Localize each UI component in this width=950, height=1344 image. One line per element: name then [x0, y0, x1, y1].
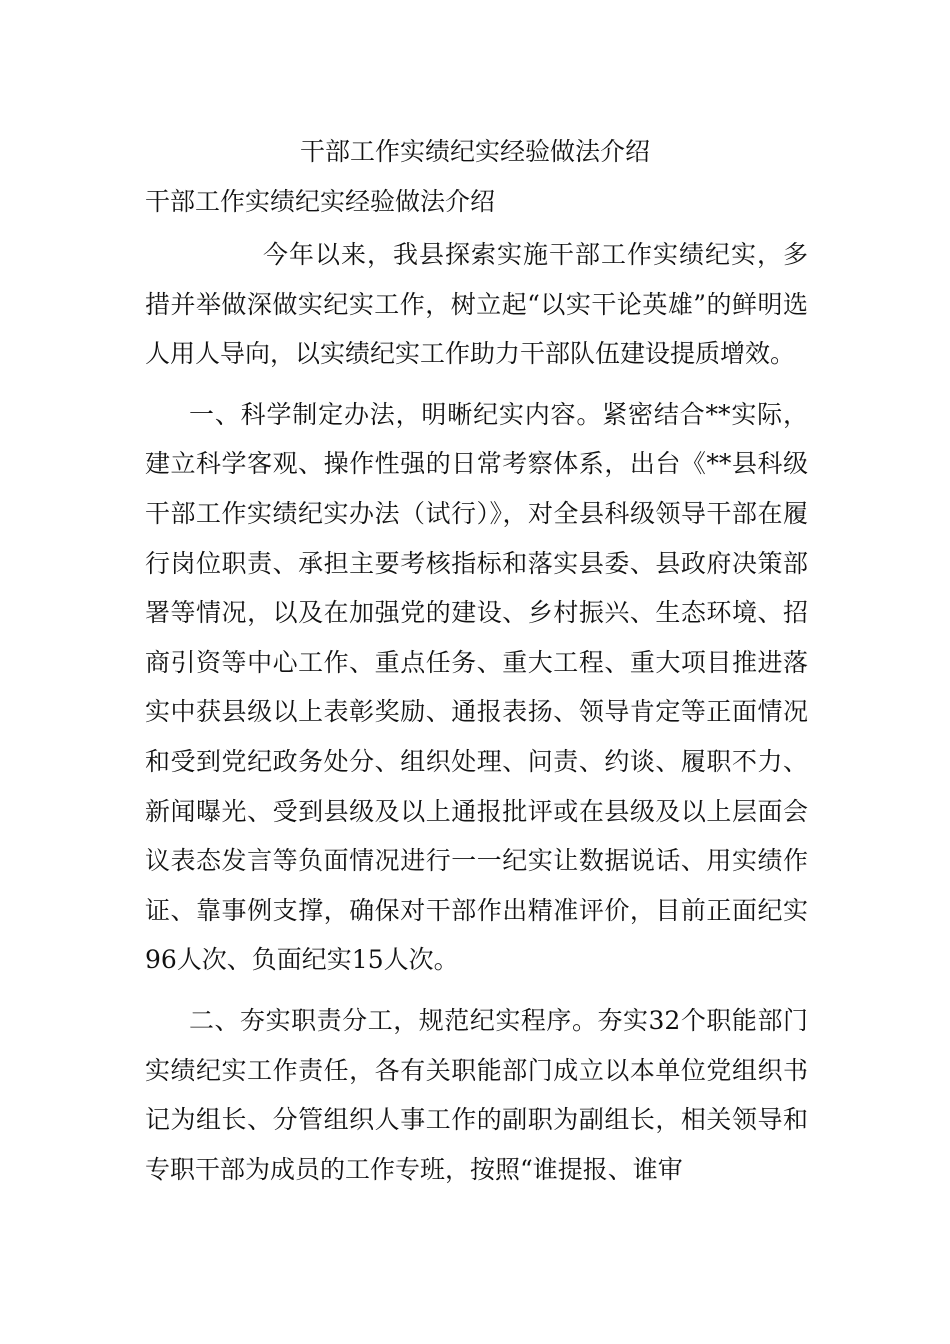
paragraph-section-1: 一、科学制定办法，明晰纪实内容。紧密结合**实际，建立科学客观、操作性强的日常考察体系，出台《**县科级干部工作实绩纪实办法（试行）》，对全县科级领导干部在履行岗位职责、承担主要考核指标和落实县委、县政府决策部署等情况，以及在加强党的建设、乡村振兴、生态环境、招商引资等中心工作、重点任务、重大工程、重大项目推进落实中获县级以上表彰奖励、通报表扬、领导肯定等正面情况和受到党纪政务处分、组织处理、问责、约谈、履职不力、新闻曝光、受到县级及以上通报批评或在县级及以上层面会议表态发言等负面情况进行一一纪实让数据说话、用实绩作证、靠事例支撑，确保对干部作出精准评价，目前正面纪实96人次、负面纪实15人次。: [145, 399, 808, 975]
document-title: 干部工作实绩纪实经验做法介绍: [299, 137, 650, 166]
paragraph-section-2: 二、夯实职责分工，规范纪实程序。夯实32个职能部门实绩纪实工作责任，各有关职能部门成立以本单位党组织书记为组长、分管组织人事工作的副职为副组长，相关领导和专职干部为成员的工作专班，按照“谁提报、谁审: [145, 1005, 808, 1184]
document-body: [145, 230, 808, 1194]
paragraph-intro: 今年以来，我县探索实施干部工作实绩纪实，多措并举做深做实纪实工作，树立起“以实干论英雄”的鲜明选人用人导向，以实绩纪实工作助力干部队伍建设提质增效。: [145, 240, 808, 369]
document-subtitle: 干部工作实绩纪实经验做法介绍: [145, 187, 496, 216]
